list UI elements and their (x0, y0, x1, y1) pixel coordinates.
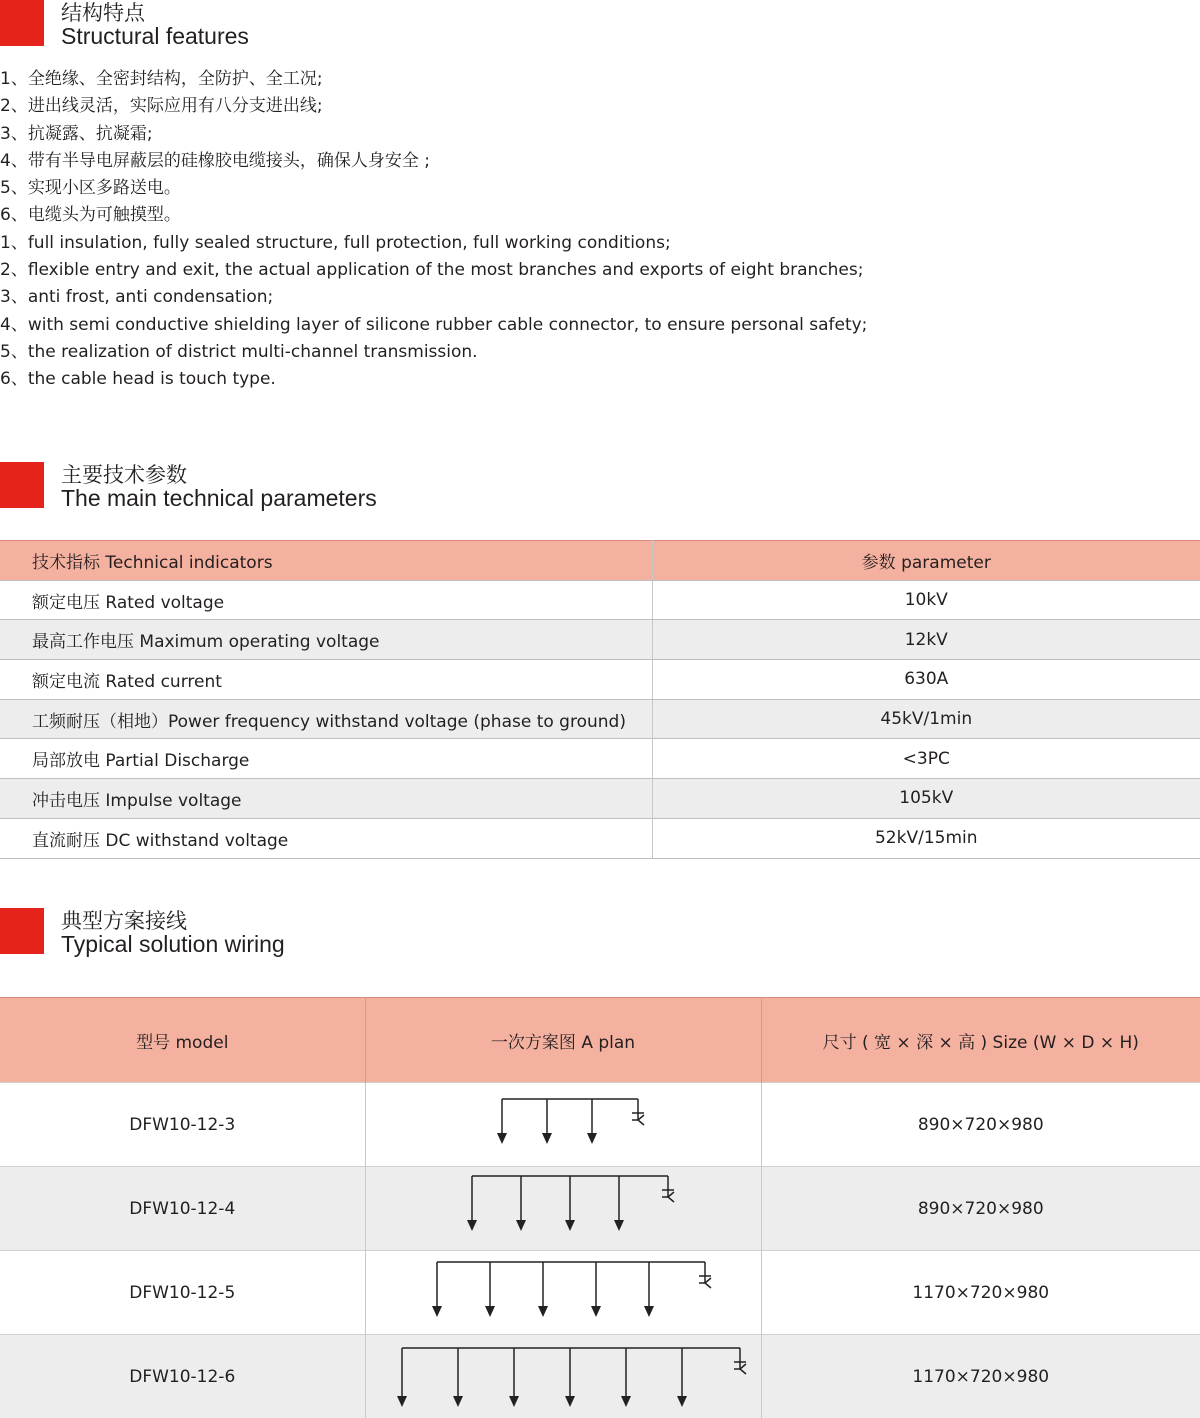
value-cell: 105kV (652, 779, 1200, 819)
ground-symbol-icon (705, 1278, 711, 1288)
ground-symbol-icon (638, 1115, 644, 1125)
indicator-cell: 最高工作电压 Maximum operating voltage (0, 620, 652, 660)
value-cell: 12kV (652, 620, 1200, 660)
branch-arrow-icon (432, 1306, 442, 1317)
table-row (0, 1251, 1200, 1335)
wiring-diagram (366, 1167, 762, 1250)
size-cell: 1170×720×980 (761, 1335, 1200, 1418)
branch-arrow-icon (565, 1396, 575, 1407)
table-header-row (0, 541, 1200, 581)
wiring-table (0, 997, 1200, 1418)
wiring-diagram (366, 1083, 762, 1166)
wiring-diagram-cell (365, 1167, 761, 1251)
red-block-icon (0, 908, 44, 954)
ground-symbol-icon (740, 1364, 746, 1374)
wiring-diagram-cell (365, 1083, 761, 1167)
value-cell: 45kV/1min (652, 699, 1200, 739)
section-title-zh: 主要技术参数 (61, 462, 187, 488)
table-row (0, 699, 1200, 739)
branch-arrow-icon (591, 1306, 601, 1317)
value-cell: <3PC (652, 739, 1200, 779)
branch-arrow-icon (509, 1396, 519, 1407)
branch-arrow-icon (497, 1133, 507, 1144)
table-row (0, 660, 1200, 700)
section-title-zh: 结构特点 (61, 0, 145, 26)
table-row (0, 620, 1200, 660)
column-header-value: 参数 parameter (652, 541, 1200, 581)
column-header-plan: 一次方案图 A plan (365, 998, 761, 1083)
section-heading-features (0, 0, 700, 50)
list-item: 6、the cable head is touch type. (0, 366, 867, 393)
branch-arrow-icon (397, 1396, 407, 1407)
list-item: 1、全绝缘、全密封结构，全防护、全工况; (0, 66, 867, 93)
branch-arrow-icon (516, 1220, 526, 1231)
wiring-diagram (366, 1251, 762, 1334)
size-cell: 1170×720×980 (761, 1251, 1200, 1335)
indicator-cell: 额定电流 Rated current (0, 660, 652, 700)
wiring-diagram (366, 1335, 762, 1418)
branch-arrow-icon (485, 1306, 495, 1317)
red-block-icon (0, 462, 44, 508)
branch-arrow-icon (565, 1220, 575, 1231)
list-item: 4、with semi conductive shielding layer of silicone rubber cable connector, to ensure personal safety; (0, 312, 867, 339)
branch-arrow-icon (453, 1396, 463, 1407)
branch-arrow-icon (677, 1396, 687, 1407)
table-row (0, 580, 1200, 620)
ground-symbol-icon (668, 1192, 674, 1202)
branch-arrow-icon (614, 1220, 624, 1231)
indicator-cell: 直流耐压 DC withstand voltage (0, 818, 652, 858)
branch-arrow-icon (644, 1306, 654, 1317)
table-row (0, 779, 1200, 819)
params-table (0, 540, 1200, 859)
list-item: 3、anti frost, anti condensation; (0, 284, 867, 311)
section-heading-params (0, 462, 700, 512)
model-cell: DFW10-12-4 (0, 1167, 365, 1251)
size-cell: 890×720×980 (761, 1167, 1200, 1251)
branch-arrow-icon (467, 1220, 477, 1231)
section-title-zh: 典型方案接线 (61, 908, 187, 934)
list-item: 5、实现小区多路送电。 (0, 175, 867, 202)
branch-arrow-icon (621, 1396, 631, 1407)
section-title-en: Structural features (61, 22, 249, 50)
list-item: 4、带有半导电屏蔽层的硅橡胶电缆接头，确保人身安全 ; (0, 148, 867, 175)
column-header-size: 尺寸 ( 宽 × 深 × 高 ) Size (W × D × H) (761, 998, 1200, 1083)
list-item: 2、flexible entry and exit, the actual application of the most branches and exports of eight branches; (0, 257, 867, 284)
table-row (0, 818, 1200, 858)
table-header-row (0, 998, 1200, 1083)
model-cell: DFW10-12-6 (0, 1335, 365, 1418)
value-cell: 10kV (652, 580, 1200, 620)
value-cell: 52kV/15min (652, 818, 1200, 858)
list-item: 6、电缆头为可触摸型。 (0, 202, 867, 229)
branch-arrow-icon (542, 1133, 552, 1144)
list-item: 1、full insulation, fully sealed structure, full protection, full working conditions; (0, 230, 867, 257)
model-cell: DFW10-12-5 (0, 1251, 365, 1335)
section-title-en: Typical solution wiring (61, 930, 285, 958)
branch-arrow-icon (587, 1133, 597, 1144)
list-item: 2、进出线灵活，实际应用有八分支进出线; (0, 93, 867, 120)
value-cell: 630A (652, 660, 1200, 700)
red-block-icon (0, 0, 44, 46)
list-item: 3、抗凝露、抗凝霜; (0, 121, 867, 148)
size-cell: 890×720×980 (761, 1083, 1200, 1167)
features-list (0, 66, 867, 394)
section-heading-wiring (0, 908, 700, 958)
column-header-indicator: 技术指标 Technical indicators (0, 541, 652, 581)
wiring-diagram-cell (365, 1251, 761, 1335)
indicator-cell: 局部放电 Partial Discharge (0, 739, 652, 779)
branch-arrow-icon (538, 1306, 548, 1317)
table-row (0, 1083, 1200, 1167)
column-header-model: 型号 model (0, 998, 365, 1083)
table-row (0, 1335, 1200, 1418)
wiring-diagram-cell (365, 1335, 761, 1418)
table-row (0, 1167, 1200, 1251)
indicator-cell: 工频耐压（相地）Power frequency withstand voltage (phase to ground) (0, 699, 652, 739)
list-item: 5、the realization of district multi-channel transmission. (0, 339, 867, 366)
indicator-cell: 额定电压 Rated voltage (0, 580, 652, 620)
section-title-en: The main technical parameters (61, 484, 377, 512)
model-cell: DFW10-12-3 (0, 1083, 365, 1167)
indicator-cell: 冲击电压 Impulse voltage (0, 779, 652, 819)
table-row (0, 739, 1200, 779)
